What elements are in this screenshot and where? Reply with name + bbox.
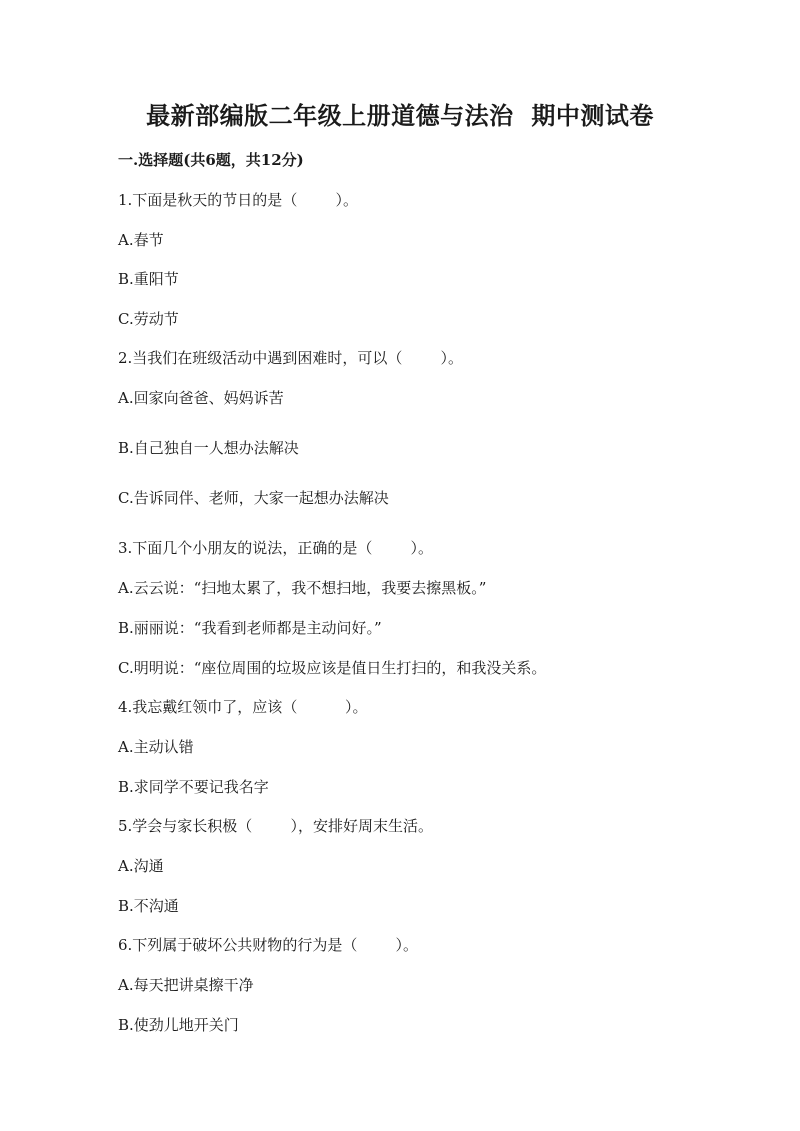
question-2-stem: 2.当我们在班级活动中遇到困难时，可以（ ）。: [118, 349, 463, 367]
question-6-option-b: B.使劲儿地开关门: [118, 1016, 239, 1034]
question-2-option-c: C.告诉同伴、老师，大家一起想办法解决: [118, 489, 389, 507]
question-1-option-b: B.重阳节: [118, 270, 179, 288]
question-5-option-a: A.沟通: [118, 857, 164, 875]
question-5-option-b: B.不沟通: [118, 897, 179, 915]
question-3-option-c: C.明明说：“座位周围的垃圾应该是值日生打扫的，和我没关系。: [118, 659, 547, 677]
question-4-stem: 4.我忘戴红领巾了，应该（ ）。: [118, 698, 368, 716]
question-1-option-c: C.劳动节: [118, 310, 179, 328]
question-3-option-b: B.丽丽说：“我看到老师都是主动问好。”: [118, 619, 382, 637]
question-1-option-a: A.春节: [118, 231, 164, 249]
question-1-stem: 1.下面是秋天的节日的是（ ）。: [118, 191, 358, 209]
question-5-stem: 5.学会与家长积极（ ），安排好周末生活。: [118, 817, 433, 835]
question-6-stem: 6.下列属于破坏公共财物的行为是（ ）。: [118, 936, 418, 954]
question-4-option-a: A.主动认错: [118, 738, 194, 756]
document-title: 最新部编版二年级上册道德与法治 期中测试卷: [146, 101, 654, 130]
question-2-option-b: B.自己独自一人想办法解决: [118, 439, 299, 457]
question-4-option-b: B.求同学不要记我名字: [118, 778, 269, 796]
question-2-option-a: A.回家向爸爸、妈妈诉苦: [118, 389, 284, 407]
section-heading: 一.选择题(共6题，共12分): [118, 151, 304, 169]
question-3-option-a: A.云云说：“扫地太累了，我不想扫地，我要去擦黑板。”: [118, 579, 487, 597]
question-6-option-a: A.每天把讲桌擦干净: [118, 976, 254, 994]
question-3-stem: 3.下面几个小朋友的说法，正确的是（ ）。: [118, 539, 433, 557]
